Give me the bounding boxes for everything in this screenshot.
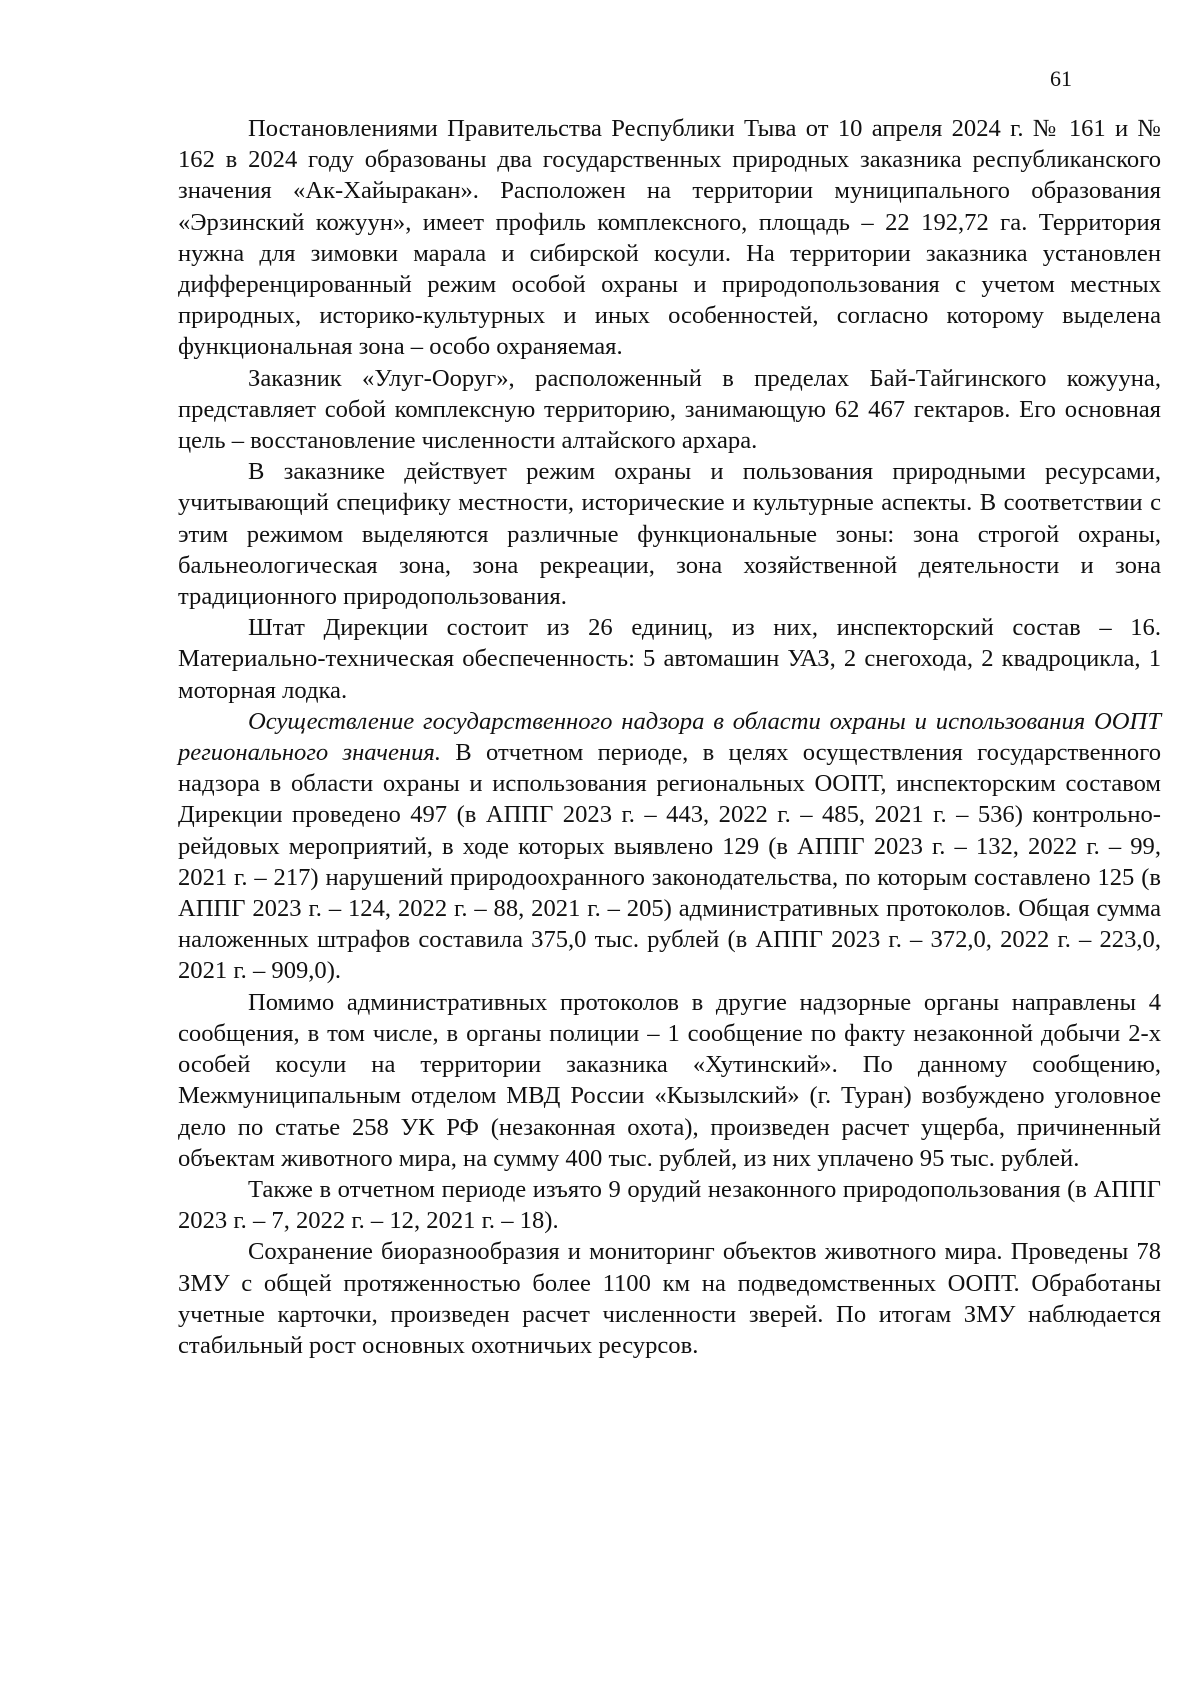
- paragraph-ulug-oorug-reserve: Заказник «Улуг-Ооруг», расположенный в пределах Бай-Тайгинского кожууна, представляет собой комплексную территорию, занимающую 62 467 гектаров. Его основная цель – восстановление численности алтайского архара.: [178, 364, 1161, 455]
- paragraph-police-reports: Помимо административных протоколов в другие надзорные органы направлены 4 сообщения, в том числе, в органы полиции – 1 сообщение по факту незаконной добычи 2-х особей косули на территории заказника «Хутинский». По данному сообщению, Межмуниципальным отделом МВД России «Кызылский» (г. Туран) возбуждено уголовное дело по статье 258 УК РФ (незаконная охота), произведен расчет ущерба, причиненный объектам животного мира, на сумму 400 тыс. рублей, из них уплачено 95 тыс. рублей.: [178, 988, 1161, 1172]
- page-number: 61: [1050, 66, 1072, 91]
- paragraph-biodiversity-monitoring: Сохранение биоразнообразия и мониторинг объектов животного мира. Проведены 78 ЗМУ с общей протяженностью более 1100 км на подведомственных ООПТ. Обработаны учетные карточки, произведен расчет численности зверей. По итогам ЗМУ наблюдается стабильный рост основных охотничьих ресурсов.: [178, 1238, 1161, 1359]
- supervision-text: В отчетном периоде, в целях осуществления государственного надзора в области охраны и использования региональных ООПТ, инспекторским составом Дирекции проведено 497 (в АППГ 2023 г. – 443, 2022 г. – 485, 2021 г. – 536) контрольно-рейдовых мероприятий, в ходе которых выявлено 129 (в АППГ 2023 г. – 132, 2022 г. – 99, 2021 г. – 217) нарушений природоохранного законодательства, по которым составлено 125 (в АППГ 2023 г. – 124, 2022 г. – 88, 2021 г. – 205) административных протоколов. Общая сумма наложенных штрафов составила 375,0 тыс. рублей (в АППГ 2023 г. – 372,0, 2022 г. – 223,0, 2021 г. – 909,0).: [178, 739, 1161, 985]
- paragraph-directorate-staff: Штат Дирекции состоит из 26 единиц, из них, инспекторский состав – 16. Материально-техническая обеспеченность: 5 автомашин УАЗ, 2 снегохода, 2 квадроцикла, 1 моторная лодка.: [178, 614, 1161, 704]
- paragraph-ak-khaiyrakan-reserve: Постановлениями Правительства Республики Тыва от 10 апреля 2024 г. № 161 и № 162 в 2024 году образованы два государственных природных заказника республиканского значения «Ак-Хайыракан». Расположен на территории муниципального образования «Эрзинский кожуун», имеет профиль комплексного, площадь – 22 192,72 га. Территория нужна для зимовки марала и сибирской косули. На территории заказника установлен дифференцированный режим особой охраны и природопользования с учетом местных природных, историко-культурных и иных особенностей, согласно которому выделена функциональная зона – особо охраняемая.: [178, 115, 1161, 361]
- document-body: [178, 113, 1161, 1361]
- paragraph-seized-tools: Также в отчетном периоде изъято 9 орудий незаконного природопользования (в АППГ 2023 г. – 7, 2022 г. – 12, 2021 г. – 18).: [178, 1175, 1161, 1235]
- paragraph-state-supervision: [178, 706, 1161, 987]
- paragraph-protection-regime: В заказнике действует режим охраны и пользования природными ресурсами, учитывающий специфику местности, исторические и культурные аспекты. В соответствии с этим режимом выделяются различные функциональные зоны: зона строгой охраны, бальнеологическая зона, зона рекреации, зона хозяйственной деятельности и зона традиционного природопользования.: [178, 458, 1161, 611]
- italic-section-heading: Осуществление государственного надзора в области охраны и использования ООПТ регионального значения.: [178, 707, 1161, 767]
